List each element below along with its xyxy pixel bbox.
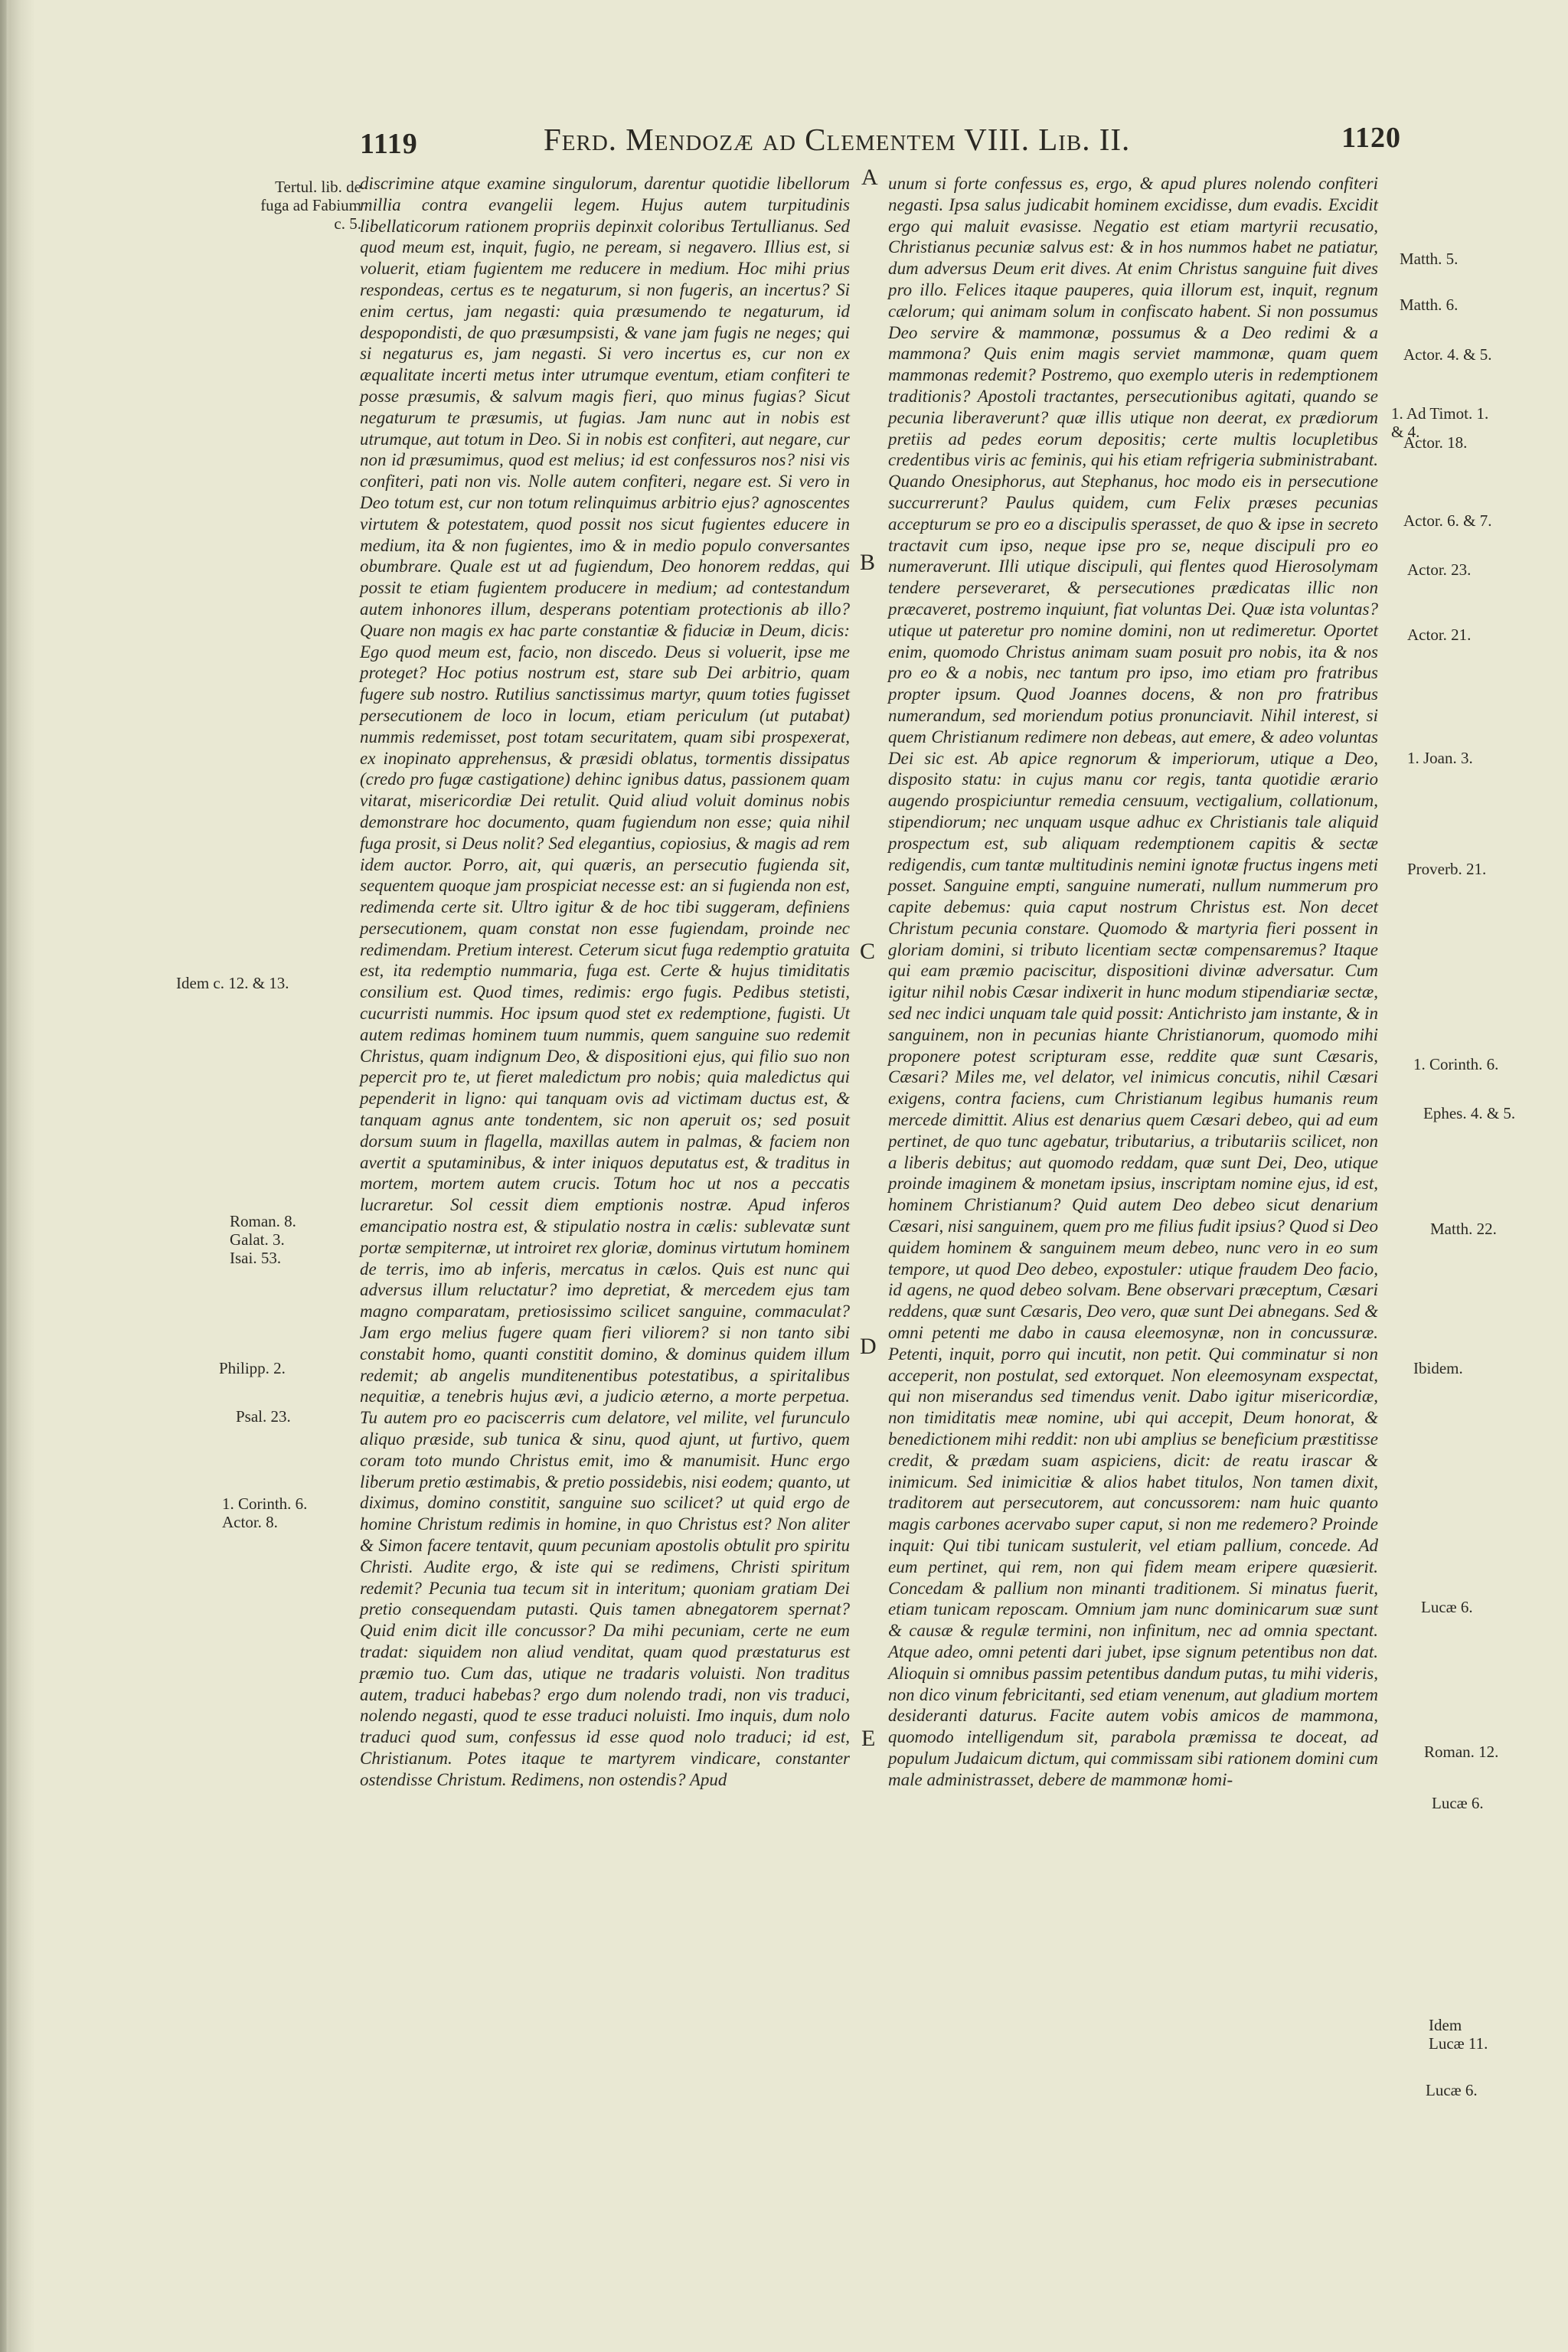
text-column-right [888,173,1378,1791]
margin-note-right: Matth. 5. [1400,250,1459,268]
margin-note-right: Proverb. 21. [1407,860,1487,878]
margin-note-right: 1. Joan. 3. [1407,749,1473,767]
page-header [360,121,1401,167]
section-letter: C [860,939,876,964]
margin-note-right: Roman. 12. [1424,1743,1499,1761]
margin-note-left: Idem c. 12. & 13. [176,974,289,992]
page-number-right: 1120 [1341,122,1401,154]
margin-note-right: Matth. 22. [1430,1220,1497,1238]
margin-note-right: Ephes. 4. & 5. [1423,1104,1516,1122]
text-column-left [360,173,850,1791]
margin-note-right: Actor. 4. & 5. [1403,345,1492,364]
section-letter: D [860,1334,877,1359]
section-letter: E [861,1726,876,1751]
margin-note-left: 1. Corinth. 6. Actor. 8. [222,1494,308,1531]
margin-note-left: Psal. 23. [236,1407,291,1426]
body-text: unum si forte confessus es, ergo, & apud plures nolendo confiteri negasti. Ipsa salus judicabit hominem excidisse, dum evadis. Excidit ergo qui maluit evasisse. Negatio est etiam martyrii recusatio, Christianus pecuniæ salvus est: & in hos nummos habet ne patiatur, dum adversus Deum erit dives. At enim Christus sanguine fuit dives pro illo. Felices itaque pauperes, quia illorum est, inquit, regnum cælorum; qui animam solum in confiscato habent. Si non possumus Deo servire & mammonæ, possumus & a Deo redimi & a mammona? Quis enim magis serviet mammonæ, quam quem mammonas redemit? Postremo, quo exemplo uteris in redemptionem traditionis? Apostoli tractantes, persecutionibus agitati, quando se pecunia liberaverunt? quæ illis utique non deerat, ex prædiorum pretiis ad pedes eorum depositis; certe multis locupletibus credentibus viris ac feminis, qui his etiam refrigeria subministrabant. Quando Onesiphorus, aut Stephanus, hoc modo eis in persecutione succurrerunt? Paulus quidem, cum Felix præses pecunias accepturum se pro eo a discipulis sperasset, de quo & ipse in secreto tractavit cum ipso, neque ipse pro se, neque discipuli pro eo numeraverunt. Illi utique discipuli, qui flentes quod Hierosolymam tendere perseveraret, & persecutiones prædicatas illic non præcaveret, postremo inquiunt, fiat voluntas Dei. Quæ ista voluntas? utique ut pateretur pro nomine domini, non ut redimeretur. Oportet enim, quomodo Christus animam suam posuit pro nobis, ita & nos pro eo & a nobis, nec tantum pro ipso, imo etiam pro fratribus propter ipsum. Quod Joannes docens, & non pro fratribus numerandum, sed moriendum potius pronunciavit. Nihil interest, si quem Christianum redimere non debeas, aut emere, & adeo voluntas Dei sic est. Ab apice regnorum & imperiorum, utique a Deo, disposito statu: in cujus manu cor regis, tanta quotidie ærario augendo prospiciuntur remedia censuum, vectigalium, collationum, stipendiorum; nec unquam usque adhuc ex Christianis tale aliquid prospectum est, sub aliquam redemptionem capitis & sectæ redigendis, cum tantæ multitudinis nemini ignotæ fructus ingens meti posset. Sanguine empti, sanguine numerati, nullum nummerum pro capite debemus: quia caput nostrum Christus est. Non decet Christum pecunia constare. Quomodo & martyria fieri possent in gloriam domini, si tributo licentiam sectæ compensaremus? Itaque qui eam præmio paciscitur, dispositioni divinæ adversatur. Cum igitur nihil nobis Cæsar indixerit in hunc modum stipendiariæ sectæ, sed nec indici unquam tale quid possit: Antichristo jam instante, & in sanguinem, non in pecunias hiante Christianorum, quomodo mihi proponere potest scripturam esse, reddite quæ sunt Cæsaris, Cæsari? Miles me, vel delator, vel inimicus concutis, nihil Cæsari exigens, contra faciens, cum Christianum legibus humanis reum mercede dimittit. Alius est denarius quem Cæsari debeo, qui ad eum pertinet, de quo tunc agebatur, tributarius, a tributariis scilicet, non a liberis debitus; aut quomodo reddam, quæ sunt Dei, Deo, utique proinde imaginem & monetam ipsius, inscriptam nomine ejus, id est, hominem Christianum? Quid autem Deo debeo sicut denarium Cæsari, nisi sanguinem, quem pro me filius fudit ipsius? Quod si Deo quidem hominem & sanguinem meum debeo, nunc vero in eo sum tempore, ut quod Deo debeo, expostuler: utique fraudem Deo facio, id agens, ne quod debeo solvam. Bene observari præceptum, Cæsari reddens, quæ sunt Cæsaris, Deo vero, quæ sunt Dei abnegans. Sed & omni petenti me dabo in causa eleemosynæ, non in concussuræ. Petenti, inquit, porro qui incutit, non petit. Qui comminatur si non acceperit, non postulat, sed extorquet. Non eleemosynam exspectat, qui non miserandus sed timendus venit. Dabo igitur misericordiæ, non timiditatis meæ nomine, ubi qui accepit, Deum honorat, & benedictionem mihi reddit: non ubi amplius se beneficium præstitisse credit, & prædam suam aspiciens, dicit: de reatu irascar & inimicum. Sed inimicitiæ & alios habet titulos, Non tamen dixit, traditorem aut persecutorem, aut concussorem: nam huic quanto magis carbones acervabo super caput, si non me redemero? Proinde inquit: Qui tibi tunicam sustulerit, vel etiam pallium, concede. Ad eum pertinet, qui rem, non qui fidem meam eripere quæsierit. Concedam & pallium non minanti traditionem. Si minatus fuerit, etiam tunicam reposcam. Omnium jam nunc dominicarum suæ sunt & causæ & regulæ termini, non infinitum, nec ad omnia spectant. Atque adeo, omni petenti dari jubet, ipse signum petentibus non dat. Alioquin si omnibus passim petentibus dandum putas, tu mihi videris, non dico vinum febricitanti, sed etiam venenum, aut gladium mortem desideranti daturus. Facite autem vobis amicos de mammona, quomodo intelligendum sit, parabola præmissa te doceat, ad populum Judaicum dictum, qui commissam sibi rationem domini cum male administrasset, debere de mammonæ homi- [888,174,1378,1789]
margin-note-right: Actor. 18. [1403,433,1468,452]
running-title: Ferd. Mendozæ ad Clementem VIII. Lib. II. [544,122,1131,157]
margin-note-right: 1. Corinth. 6. [1413,1055,1499,1073]
page-number-left: 1119 [360,128,418,160]
book-binding-shadow [0,0,35,2352]
page-edges [6,0,9,2352]
body-text: discrimine atque examine singulorum, darentur quotidie libellorum millia contra evangelii legem. Hujus autem turpitudinis libellaticorum rationem propriis depinxit coloribus Tertullianus. Sed quod meum est, inquit, fugio, ne peream, si negavero. Illius est, si voluerit, etiam fugientem me reducere in medium. Hoc mihi prius respondeas, certus es te negaturum, si non fugeris, an incertus? Si enim certus, jam negasti: quia præsumendo te negaturum, id despopondisti, de quo præsumpsisti, & vane jam fugis ne neges; qui si negaturus es, jam negasti. Si vero incertus es, cur non ex æqualitate incerti metus inter utrumque eventum, etiam confiteri te posse præsumis, & salvum magis fieri, quo minus fugias? Sicut negaturum te præsumis, ut fugias. Jam nunc aut in nobis est utrumque, aut totum in Deo. Si in nobis est confiteri, aut negare, cur non id præsumimus, quod est melius; id est confessuros nos? nisi vis confiteri, pati non vis. Nolle autem confiteri, negare est. Si vero in Deo totum est, cur non totum relinquimus arbitrio ejus? agnoscentes virtutem & potestatem, quod possit nos sicut fugientes educere in medium, ita & non fugientes, imo & in medio populo conversantes obumbrare. Quale est ut ad fugiendum, Deo honorem reddas, qui possit te etiam fugientem producere in medium; ad contestandum autem inhonores illum, desperans potentiam protectionis ab illo? Quare non magis ex hac parte constantiæ & fiduciæ in Deum, dicis: Ego quod meum est, facio, non discedo. Deus si voluerit, ipse me proteget? Hoc potius nostrum est, stare sub Dei arbitrio, quam fugere sub nostro. Rutilius sanctissimus martyr, quum toties fugisset persecutionem de loco in locum, etiam periculum (ut putabat) nummis redemisset, post totam securitatem, quam sibi prospexerat, ex inopinato apprehensus, & præsidi oblatus, tormentis dissipatus (credo pro fugæ castigatione) dehinc ignibus datus, passionem quam vitarat, misericordiæ Dei retulit. Quid aliud voluit dominus nobis demonstrare hoc documento, quam fugiendum non esse; quia nihil fuga prosit, si Deus nolit? Sed elegantius, copiosius, & magis ad rem idem auctor. Porro, ait, qui quæris, an persecutio fugienda sit, sequentem quoque jam prospiciat necesse est: an si fugienda non est, redimenda certe sit. Ultro igitur & de hoc tibi suggeram, definiens persecutionem, quam constat non esse fugiendam, proinde nec redimendam. Pretium interest. Ceterum sicut fuga redemptio gratuita est, ita redemptio nummaria, fuga est. Certe & hujus timiditatis consilium est. Quod times, redimis: ergo fugis. Pedibus stetisti, cucurristi nummis. Hoc ipsum quod stet ex redemptione, fugisti. Ut autem redimas hominem tuum nummis, quem sanguine suo redemit Christus, quam indignum Deo, & dispositioni ejus, qui filio suo non pepercit pro te, ut fieret maledictum pro nobis; quia maledictus qui pependerit in ligno: qui tanquam ovis ad victimam ductus est, & tanquam agnus ante tondentem, sic non aperuit os; sed posuit dorsum suum in flagella, maxillas autem in palmas, & faciem non avertit a sputaminibus, & inter iniquos deputatus est, & traditus in mortem, mortem autem crucis. Totum hoc ut nos a peccatis lucraretur. Sol cessit diem emptionis nostræ. Apud inferos emancipatio nostra est, & stipulatio nostra in cælis: sublevatæ sunt portæ sempiternæ, ut introiret rex gloriæ, dominus virtutum hominem de terris, imo ab inferis, mercatus in cælos. Quis est nunc qui adversus illum reluctatur? imo depretiat, & mercedem ejus tam magno comparatam, pretiosissimo scilicet sanguine, commaculat? Jam ergo melius fugere quam fieri viliorem? si non tanto sibi constabit homo, quanti constitit domino, & dominus quidem illum redemit; ab angelis munditenentibus potestatibus, a spiritalibus nequitiæ, a tenebris hujus ævi, a judicio æterno, a morte perpetua. Tu autem pro eo paciscerris cum delatore, vel milite, vel furunculo aliquo præside, sub tunica & sinu, quod ajunt, ut furtivo, quem coram toto mundo Christus emit, imo & manumisit. Hunc ergo liberum pretio æstimabis, & pretio possidebis, nisi eodem; quanto, ut diximus, domino constitit, sanguine suo scilicet? ut quid ergo de homine Christum redimis in homine, in quo Christus est? Non aliter & Simon facere tentavit, quum pecuniam apostolis obtulit pro spiritu Christi. Audite ergo, & iste qui se redimens, Christi spiritum redemit? Pecunia tua tecum sit in interitum; quoniam gratiam Dei pretio consequendam putasti. Quis tamen abnegatorem spernat? Quid enim dicit ille concussor? Da mihi pecuniam, certe ne eum tradat: siquidem non aliud venditat, quam quod præstaturus est præmio tuo. Cum das, utique ne tradaris voluisti. Non traditus autem, traduci habebas? ergo dum nolendo tradi, non vis traduci, nolendo negasti, quod te esse traduci noluisti. Imo inquis, dum nolo traduci quod sum, confessus id esse quod nolo traduci; id est, Christianum. Potes itaque te martyrem vindicare, constanter ostendisse Christum. Redimens, non ostendis? Apud [360,174,850,1789]
margin-note-left: Tertul. lib. de fuga ad Fabium c. 5. [260,178,361,233]
margin-note-left: Roman. 8. Galat. 3. Isai. 53. [230,1212,296,1267]
margin-note-right: Matth. 6. [1400,296,1459,314]
margin-note-right: 1. Ad Timot. 1. & 4. [1391,404,1489,441]
margin-note-right: Lucæ 6. [1421,1598,1473,1616]
margin-note-right: Lucæ 6. [1426,2081,1478,2099]
section-letter: A [861,165,878,190]
margin-note-right: Lucæ 6. [1432,1794,1484,1812]
margin-note-right: Actor. 23. [1407,560,1472,579]
margin-note-right: Ibidem. [1413,1359,1463,1377]
section-letter: B [860,550,876,575]
margin-note-left: Philipp. 2. [219,1359,286,1377]
margin-note-right: Actor. 6. & 7. [1403,511,1492,530]
margin-note-right: Idem Lucæ 11. [1429,2016,1488,2053]
margin-note-right: Actor. 21. [1407,626,1472,644]
